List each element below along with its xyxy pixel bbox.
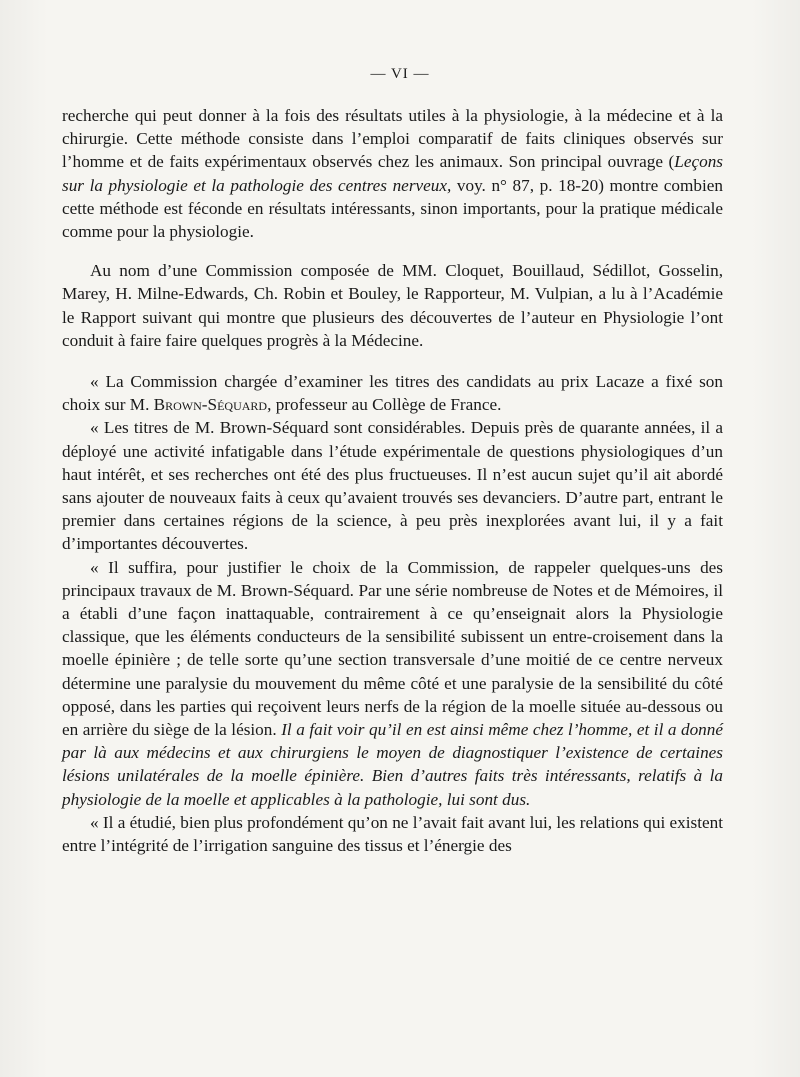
page-number: — VI — xyxy=(370,66,430,82)
paragraph-works-text-a: « Il suffira, pour justifier le choix de la Commission, de rappeler quelques-uns des principaux travaux de M. Brown-Séquard. Par une série nombreuse de Notes et de Mémoires, il a établi d’une façon inattaquable, contrairement à ce qu’enseignait alors la Physiologie classique, que les éléments conducteurs de la sensibilité subissent un entre-croisement dans la moelle épinière ; de telle sorte qu’une section transversale d’une moitié de ce centre nerveux détermine une paralysie du mouvement du même côté et une paralysie de la sensibilité du côté opposé, dans les parties qui reçoivent leurs nerfs de la région de la moelle située au-dessous ou en arrière du siège de la lésion. xyxy=(62,557,723,740)
paragraph-method-text-a: recherche qui peut donner à la fois des résultats utiles à la physiologie, à la médecine et à la chirurgie. Cette méthode consiste dans l’emploi comparatif de faits cliniques observés sur l’homme et de faits expérimentaux observés chez les animaux. Son principal ouvrage ( xyxy=(62,106,723,172)
paragraph-report-intro xyxy=(62,370,723,416)
paragraph-commission: Au nom d’une Commission composée de MM. Cloquet, Bouillaud, Sédillot, Gosselin, Marey, H. Milne-Edwards, Ch. Robin et Bouley, le Rapporteur, M. Vulpian, a lu à l’Académie le Rapport suivant qui montre que plusieurs des découvertes de l’auteur en Physiologie l’ont conduit à faire faire quelques progrès à la Médecine. xyxy=(62,261,723,350)
paragraph-titles: « Les titres de M. Brown-Séquard sont considérables. Depuis près de quarante années, il a déployé une activité infatigable dans l’étude expérimentale de questions physiologiques d’un haut intérêt, et ses recherches ont été des plus fructueuses. Il n’est aucun sujet qu’il ait abordé sans ajouter de nouveaux faits à ceux qu’avaient trouvés ses devanciers. D’autre part, entrant le premier dans certaines régions de la science, à peu près inexplorées avant lui, il y a fait d’importantes découvertes. xyxy=(62,418,723,554)
paragraph-works xyxy=(62,556,723,811)
paragraph-method xyxy=(62,104,723,243)
report-intro-text-a: « La Commission chargée d’examiner les titres des candidats au prix Lacaze a fixé son choix sur M. xyxy=(62,372,723,415)
report-intro-text-b: , professeur au Collège de France. xyxy=(267,395,502,415)
paragraph-irrigation: « Il a étudié, bien plus profondément qu’on ne l’avait fait avant lui, les relations qui existent entre l’intégrité de l’irrigation sanguine des tissus et l’énergie des xyxy=(62,812,723,856)
paragraph-method-text-c: voy. n° 87, p. 18-20) montre combien cette méthode est féconde en résultats intéressants, sinon importants, pour la pratique médicale comme pour la physiologie. xyxy=(62,175,723,242)
laureate-name: Brown-Séquard xyxy=(153,395,268,415)
paragraph-works-italic: Il a fait voir qu’il en est ainsi même chez l’homme, et il a donné par là aux médecins et aux chirurgiens le moyen de diagnostiquer l’existence de certaines lésions unilatérales de la moelle épinière. Bien d’autres faits très intéressants, relatifs à la physiologie de la moelle et applicables à la pathologie, lui sont dus. xyxy=(62,720,723,809)
body-text xyxy=(62,104,723,857)
book-title: Leçons sur la physiologie et la pathologie des centres nerveux, xyxy=(62,152,723,195)
